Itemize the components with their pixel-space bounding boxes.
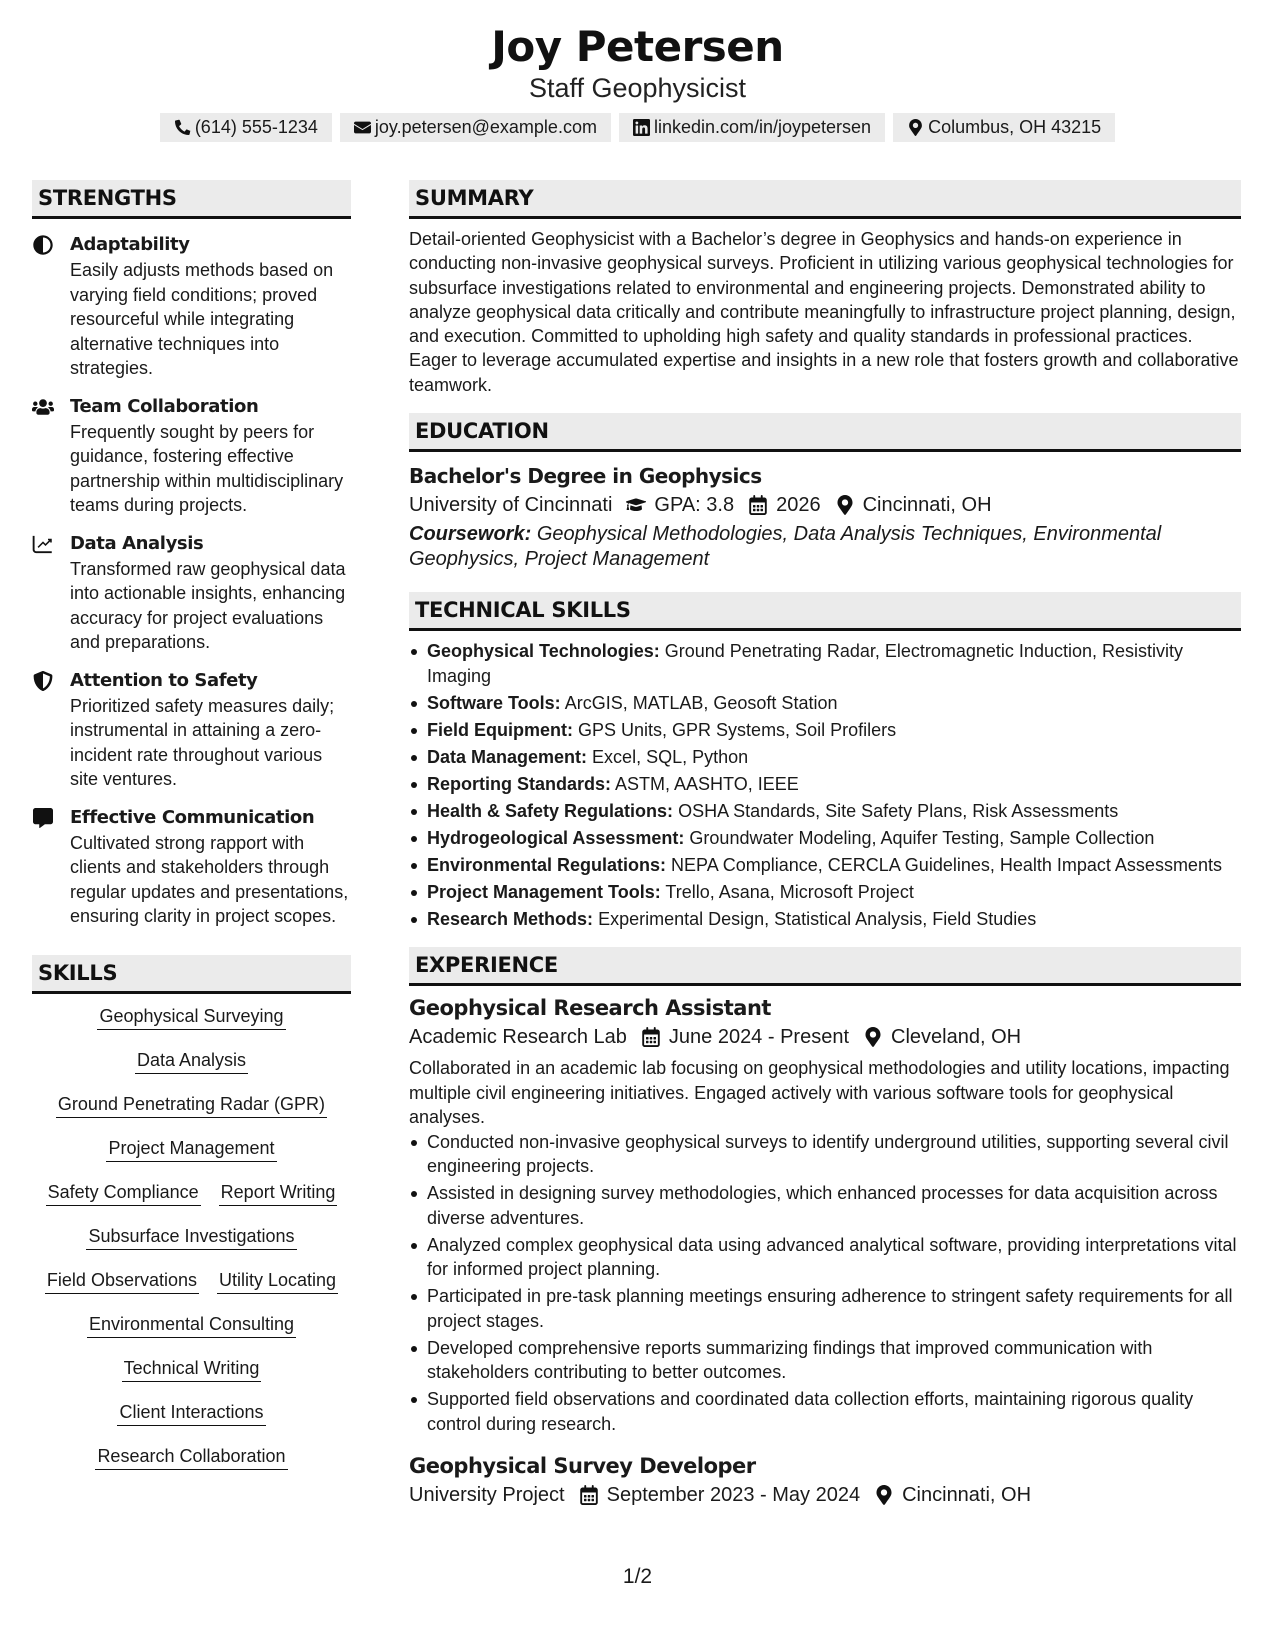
users-icon [32, 397, 54, 417]
job-dates: June 2024 - Present [668, 1026, 850, 1049]
shield-icon [32, 671, 54, 691]
strength-title: Adaptability [70, 234, 190, 255]
contact-linkedin[interactable] [619, 113, 885, 142]
job-bullets [409, 1130, 1241, 1437]
strength-item [32, 806, 351, 929]
contact-phone-text: (614) 555-1234 [194, 117, 318, 137]
tech-skill-value: Trello, Asana, Microsoft Project [665, 881, 914, 902]
tech-skill-value: ASTM, AASHTO, IEEE [615, 773, 799, 794]
skill-tag: Report Writing [219, 1180, 338, 1206]
skills-section [32, 955, 351, 1488]
school-location: Cincinnati, OH [862, 494, 992, 517]
strength-desc: Frequently sought by peers for guidance, fostering effective partnership within multidisciplinary teams during projects. [70, 421, 344, 515]
technical-skills-list [409, 639, 1241, 931]
tech-skill-label: Environmental Regulations: [427, 854, 667, 875]
envelope-icon [354, 119, 371, 136]
linkedin-icon [633, 119, 650, 136]
coursework [409, 522, 1241, 572]
tech-skill-value: NEPA Compliance, CERCLA Guidelines, Health Impact Assessments [671, 854, 1222, 875]
calendar-icon [641, 1027, 661, 1047]
list-item [409, 853, 1241, 878]
list-item [409, 826, 1241, 851]
skill-tag: Ground Penetrating Radar (GPR) [56, 1092, 327, 1118]
tech-skill-label: Hydrogeological Assessment: [427, 827, 685, 848]
education-section [409, 413, 1241, 572]
tech-skill-value: Ground Penetrating Radar, Electromagnetic Induction, Resistivity Imaging [427, 641, 1183, 686]
job-title: Geophysical Survey Developer [409, 1454, 756, 1479]
gpa: GPA: 3.8 [654, 494, 735, 517]
strength-title: Team Collaboration [70, 395, 259, 417]
job-dates: September 2023 - May 2024 [606, 1484, 861, 1507]
coursework-label: Coursework: [409, 523, 532, 546]
list-item [409, 745, 1241, 770]
skill-tag: Utility Locating [217, 1268, 338, 1294]
resume-body [32, 180, 1243, 1510]
education-meta [409, 490, 1241, 520]
strength-desc: Transformed raw geophysical data into actionable insights, enhancing accuracy for project evaluations and preparations. [70, 558, 346, 652]
experience-section [409, 947, 1241, 1510]
tech-skill-label: Data Management: [427, 746, 588, 767]
list-item [409, 880, 1241, 905]
list-item [409, 907, 1241, 932]
job-meta [409, 1480, 1241, 1510]
right-column [409, 180, 1241, 1510]
skill-tag: Field Observations [45, 1268, 199, 1294]
graduation-cap-icon [626, 495, 646, 515]
tech-skill-label: Field Equipment: [427, 719, 573, 740]
graduation-year: 2026 [776, 494, 821, 517]
job-location: Cincinnati, OH [902, 1484, 1032, 1507]
summary-text: Detail-oriented Geophysicist with a Bachelor’s degree in Geophysics and hands-on experience in conducting non-invasive geophysical surveys. Proficient in utilizing various geophysical technologies for subsurface investigations related to environmental and engineering projects. Demonstrated ability to analyze geophysical data critically and contribute meaningfully to infrastructure project planning, design, and execution. Committed to upholding high safety and quality standards in professional practices. Eager to leverage accumulated expertise and insights in a new role that fosters growth and collaborative teamwork. [409, 229, 1239, 395]
contact-email-text: joy.petersen@example.com [374, 117, 597, 137]
summary-heading: SUMMARY [409, 180, 1241, 219]
degree-title: Bachelor's Degree in Geophysics [409, 464, 762, 489]
skill-tag: Research Collaboration [95, 1444, 287, 1470]
skill-tag: Environmental Consulting [87, 1312, 296, 1338]
tech-skill-value: ArcGIS, MATLAB, Geosoft Station [564, 692, 838, 713]
tech-skill-value: Groundwater Modeling, Aquifer Testing, Sample Collection [689, 827, 1155, 848]
location-pin-icon [874, 1485, 894, 1505]
coursework-list: Geophysical Methodologies, Data Analysis Techniques, Environmental Geophysics, Project Management [409, 523, 1162, 571]
tech-skill-label: Geophysical Technologies: [427, 641, 660, 662]
job-description: Collaborated in an academic lab focusing on geophysical methodologies and utility locations, impacting multiple civil engineering initiatives. Engaged actively with various software tools for geophysical analyses. [409, 1058, 1230, 1128]
calendar-icon [748, 495, 768, 515]
location-pin-icon [835, 495, 855, 515]
skill-tag: Project Management [106, 1136, 276, 1162]
resume-header [0, 0, 1275, 142]
list-item [409, 691, 1241, 716]
strength-desc: Easily adjusts methods based on varying field conditions; proved resourceful while integrating alternative techniques into strategies. [70, 260, 334, 378]
school-name: University of Cincinnati [409, 494, 613, 517]
strength-title: Effective Communication [70, 806, 315, 828]
list-item [409, 718, 1241, 743]
strength-desc: Prioritized safety measures daily; instrumental in attaining a zero-incident rate throughout various site ventures. [70, 695, 335, 789]
list-item: Supported field observations and coordinated data collection efforts, maintaining rigorous quality control during research. [409, 1387, 1241, 1436]
skills-heading: SKILLS [32, 955, 351, 994]
contact-location-text: Columbus, OH 43215 [928, 117, 1102, 137]
technical-skills-section [409, 592, 1241, 931]
left-column [32, 180, 351, 1510]
half-circle-icon [32, 235, 54, 255]
job-org: University Project [409, 1484, 565, 1507]
tech-skill-label: Research Methods: [427, 908, 594, 929]
tech-skill-label: Reporting Standards: [427, 773, 612, 794]
tech-skill-label: Project Management Tools: [427, 881, 661, 902]
strength-title: Attention to Safety [70, 669, 258, 691]
contact-phone[interactable] [160, 113, 332, 142]
calendar-icon [579, 1485, 599, 1505]
strength-item [32, 233, 351, 381]
list-item: Participated in pre-task planning meetings ensuring adherence to stringent safety requirements for all project stages. [409, 1284, 1241, 1333]
education-heading: EDUCATION [409, 413, 1241, 452]
list-item: Assisted in designing survey methodologies, which enhanced processes for data acquisition across diverse adventures. [409, 1181, 1241, 1230]
list-item: Analyzed complex geophysical data using advanced analytical software, providing interpretations vital for informed project planning. [409, 1233, 1241, 1282]
tech-skill-label: Health & Safety Regulations: [427, 800, 674, 821]
contact-location [893, 113, 1115, 142]
contact-email[interactable] [340, 113, 611, 142]
skills-list [32, 1004, 351, 1488]
skill-tag: Subsurface Investigations [86, 1224, 296, 1250]
job-location: Cleveland, OH [891, 1026, 1022, 1049]
skill-tag: Technical Writing [122, 1356, 262, 1382]
skill-tag: Safety Compliance [46, 1180, 201, 1206]
tech-skill-value: OSHA Standards, Site Safety Plans, Risk Assessments [678, 800, 1119, 821]
page-number: 1/2 [622, 1565, 653, 1588]
phone-icon [174, 119, 191, 136]
strengths-heading: STRENGTHS [32, 180, 351, 219]
strength-item [32, 532, 351, 655]
list-item: Conducted non-invasive geophysical surveys to identify underground utilities, supporting several civil engineering projects. [409, 1130, 1241, 1179]
contact-bar [0, 113, 1275, 142]
location-pin-icon [863, 1027, 883, 1047]
tech-skill-value: Experimental Design, Statistical Analysis, Field Studies [598, 908, 1037, 929]
list-item [409, 799, 1241, 824]
technical-skills-heading: TECHNICAL SKILLS [409, 592, 1241, 631]
comment-icon [32, 808, 54, 828]
tech-skill-value: Excel, SQL, Python [592, 746, 749, 767]
skill-tag: Data Analysis [135, 1048, 248, 1074]
list-item [409, 639, 1241, 688]
tech-skill-label: Software Tools: [427, 692, 561, 713]
candidate-name: Joy Petersen [491, 22, 784, 71]
candidate-title: Staff Geophysicist [528, 73, 747, 103]
list-item [409, 772, 1241, 797]
strength-item [32, 669, 351, 792]
experience-heading: EXPERIENCE [409, 947, 1241, 986]
tech-skill-value: GPS Units, GPR Systems, Soil Profilers [578, 719, 897, 740]
skill-tag: Client Interactions [117, 1400, 265, 1426]
strength-desc: Cultivated strong rapport with clients and stakeholders through regular updates and presentations, ensuring clarity in project scopes. [70, 832, 349, 926]
line-chart-icon [32, 534, 54, 554]
job-org: Academic Research Lab [409, 1026, 627, 1049]
list-item: Developed comprehensive reports summarizing findings that improved communication with stakeholders contributing to better outcomes. [409, 1336, 1241, 1385]
location-pin-icon [907, 119, 924, 136]
contact-linkedin-text: linkedin.com/in/joypetersen [653, 117, 872, 137]
job-meta [409, 1022, 1241, 1052]
strength-title: Data Analysis [70, 532, 204, 554]
job-title: Geophysical Research Assistant [409, 996, 771, 1021]
skill-tag: Geophysical Surveying [97, 1004, 285, 1030]
strength-item [32, 395, 351, 518]
